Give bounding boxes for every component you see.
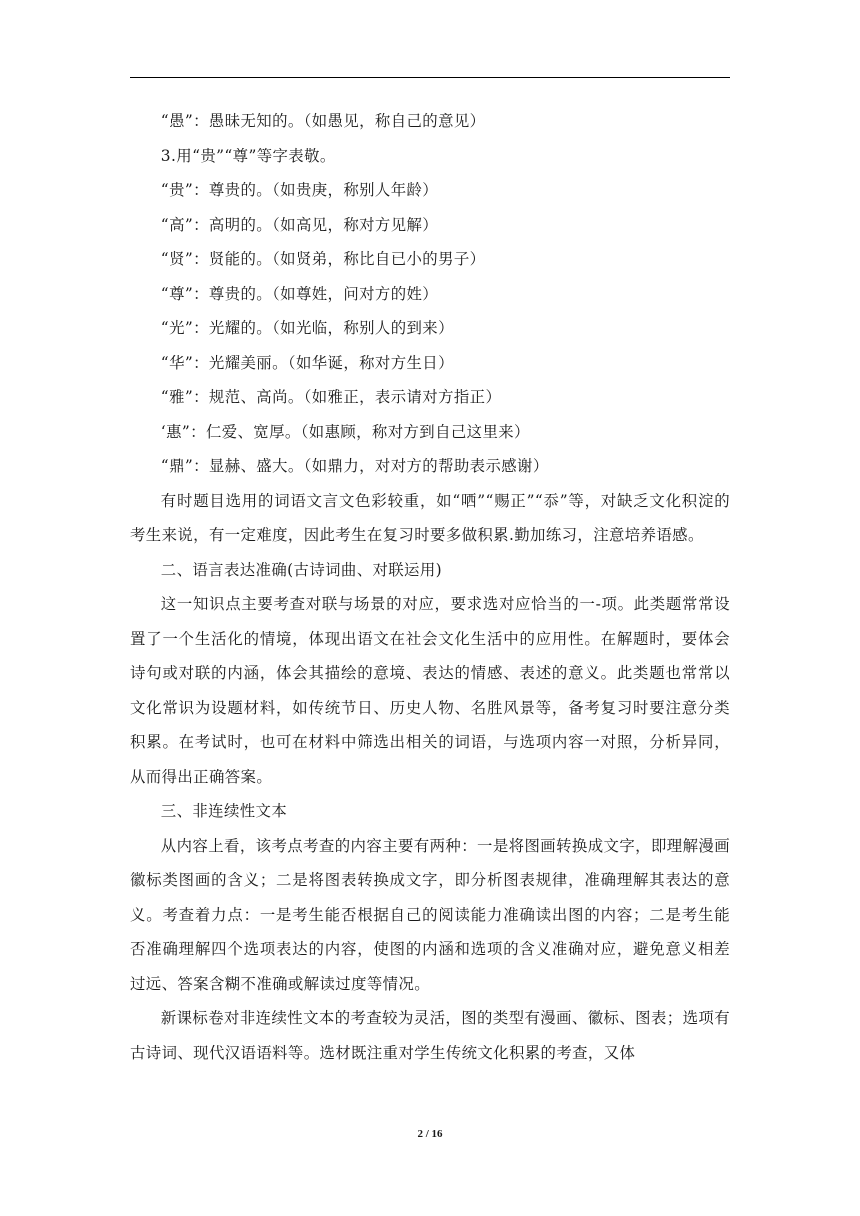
section-heading: 二、语言表达准确(古诗词曲、对联运用) <box>160 560 443 579</box>
honorific-line: “贵”：尊贵的。（如贵庚，称别人年龄） <box>160 181 439 199</box>
page-body <box>130 104 730 1070</box>
honorific-line: “贤”：贤能的。（如贤弟，称比自已小的男子） <box>160 250 486 268</box>
honorific-line: “华”：光耀美丽。（如华诞，称对方生日） <box>160 353 454 372</box>
honorific-line: “尊”：尊贵的。（如尊姓，问对方的姓） <box>160 284 439 303</box>
honorific-line: “高”：高明的。（如高见，称对方见解） <box>160 215 439 234</box>
page-number: 2 / 16 <box>417 1128 443 1140</box>
honorific-line: “鼎”：显赫、盛大。（如鼎力，对对方的帮助表示感谢） <box>160 457 549 475</box>
body-paragraph: 从内容上看，该考点考查的内容主要有两种：一是将图画转换成文字，即理解漫画徽标类图画的含义；二是将图表转换成文字，即分析图表规律，准确理解其表达的意义。考查着力点：一是考生能否根据自己的阅读能力准确读出图的内容；二是考生能否准确理解四个选项表达的内容，使图的内涵和选项的含义准确对应，避免意义相差过远、答案含糊不准确或解读过度等情况。 <box>130 836 730 993</box>
honorific-line: “愚”：愚昧无知的。（如愚见，称自己的意见） <box>160 112 486 130</box>
body-paragraph: 有时题目选用的词语文言文色彩较重，如“哂”“赐正”“忝”等，对缺乏文化积淀的考生来说，有一定难度，因此考生在复习时要多做积累.勤加练习，注意培养语感。 <box>130 491 730 544</box>
header-rule <box>130 77 730 78</box>
body-paragraph: 这一知识点主要考查对联与场景的对应，要求选对应恰当的一-项。此类题常常设置了一个生活化的情境，体现出语文在社会文化生活中的应用性。在解题时，要体会诗句或对联的内涵，体会其描绘的意境、表达的情感、表述的意义。此类题也常常以文化常识为设题材料，如传统节日、历史人物、名胜风景等，备考复习时要注意分类积累。在考试时，也可在材料中筛选出相关的词语，与选项内容一对照，分析异同，从而得出正确答案。 <box>130 595 730 786</box>
honorific-line: ‘惠”：仁爱、宽厚。（如惠顾，称对方到自己这里来） <box>160 422 530 441</box>
honorific-line: “光”：光耀的。（如光临，称别人的到来） <box>160 319 454 337</box>
section-heading: 三、非连续性文本 <box>160 802 288 820</box>
honorific-line: “雅”：规范、高尚。（如雅正，表示请对方指正） <box>160 388 502 406</box>
body-paragraph: 新课标卷对非连续性文本的考查较为灵活，图的类型有漫画、徽标、图表；选项有古诗词、现代汉语语料等。选材既注重对学生传统文化积累的考查，又体 <box>130 1009 730 1062</box>
section-subheading: 3.用“贵”“尊”等字表敬。 <box>160 146 336 165</box>
